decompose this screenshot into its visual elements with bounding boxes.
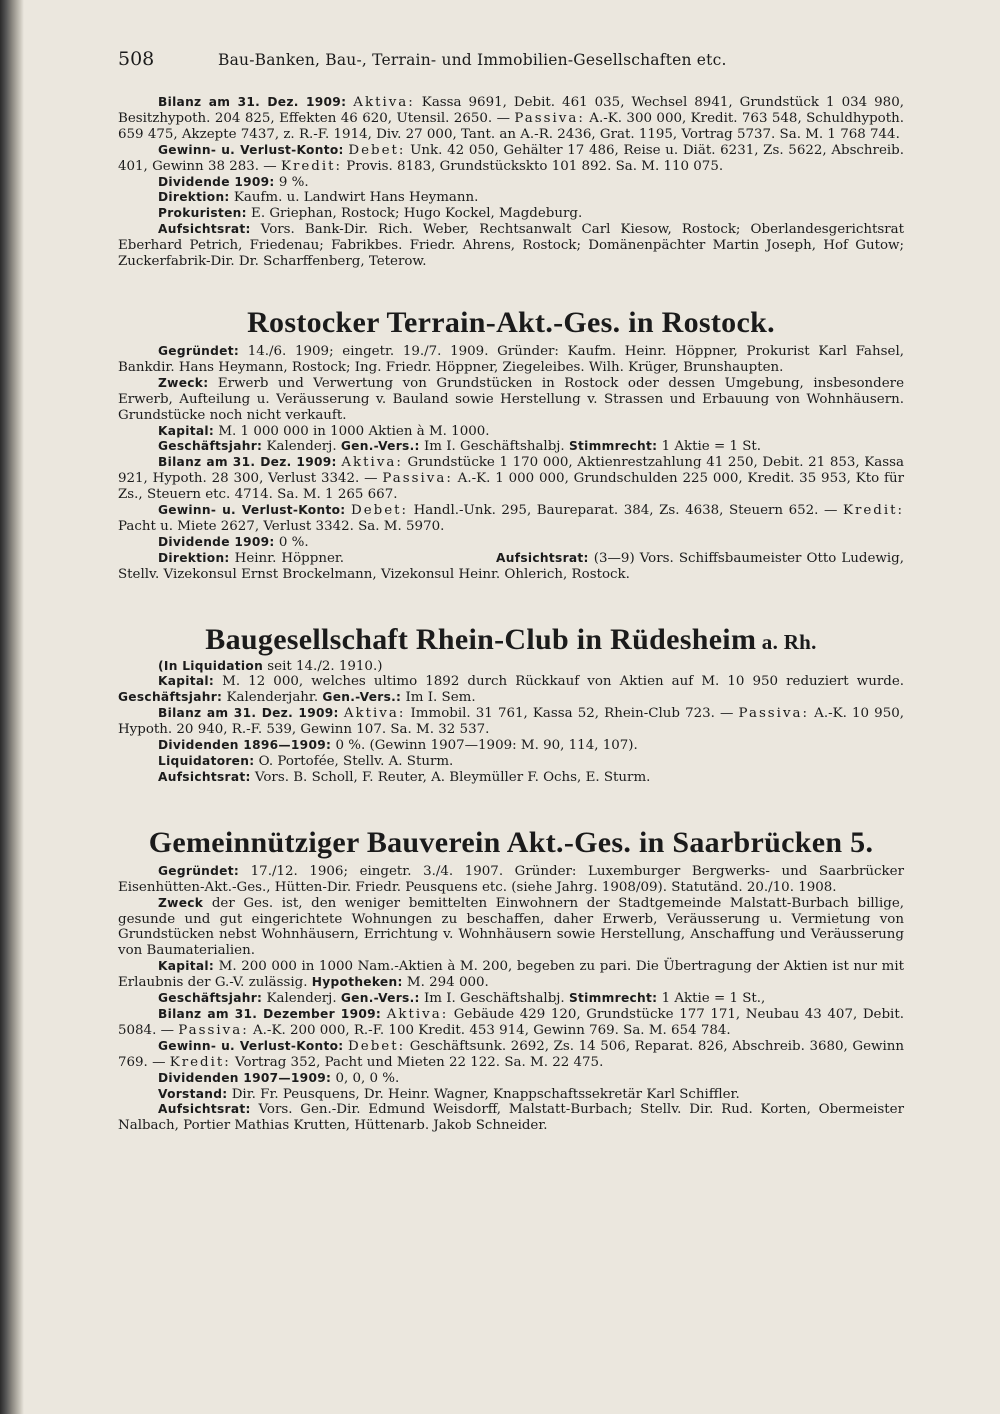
page-content bbox=[118, 95, 904, 1134]
label-gen-vers: Gen.-Vers.: bbox=[322, 690, 402, 705]
text-geschaeftsjahr: Kalenderj. bbox=[262, 991, 341, 1007]
text-kapital: M. 12 000, welches ultimo 1892 durch Rückkauf von Aktien auf M. 10 950 reduziert wurde. bbox=[214, 674, 904, 690]
text-aufsichtsrat: Vors. Gen.-Dir. Edmund Weisdorff, Malstatt-Burbach; Stellv. Dir. Rud. Korten, Obermeister Nalbach, Portier Mathias Krutten, Hüttenarb. Jakob Schneider. bbox=[118, 1102, 904, 1134]
label-debet: Debet: bbox=[348, 142, 406, 158]
text-direktion: Heinr. Höppner. bbox=[229, 550, 350, 566]
label-aktiva: Aktiva: bbox=[343, 706, 406, 722]
entry-gegruendet bbox=[118, 344, 904, 376]
text-dividende: 0 %. bbox=[274, 534, 309, 550]
text-gv-1: Geschäftsunk. 2692, Zs. 14 506, Reparat. 826, Abschreib. 3680, Gewinn 769. — bbox=[118, 1038, 905, 1070]
label-geschaeftsjahr: Geschäftsjahr: bbox=[158, 439, 263, 454]
label-aktiva: Aktiva: bbox=[353, 95, 415, 110]
entry-direktion bbox=[118, 551, 904, 583]
label-geschaeftsjahr: Geschäftsjahr: bbox=[118, 690, 223, 705]
label-kapital: Kapital: bbox=[158, 959, 215, 974]
company-title-rhein-club bbox=[118, 623, 904, 659]
label-stimmrecht: Stimmrecht: bbox=[568, 991, 658, 1006]
label-liquidatoren: Liquidatoren: bbox=[158, 754, 255, 768]
text-liquidatoren: O. Portofée, Stellv. A. Sturm. bbox=[254, 754, 454, 769]
text-dividenden: 0 %. (Gewinn 1907—1909: M. 90, 114, 107). bbox=[331, 738, 638, 754]
entry-kapital bbox=[118, 674, 904, 706]
page-number: 508 bbox=[118, 48, 155, 70]
label-zweck: Zweck: bbox=[158, 375, 209, 390]
label-kredit: Kredit: bbox=[169, 1054, 231, 1070]
text-liquidation: seit 14./2. 1910.) bbox=[263, 658, 383, 674]
text-gv-2: Provis. 8183, Grundstückskto 101 892. Sa. M. 110 075. bbox=[342, 158, 724, 174]
label-dividenden: Dividenden 1896—1909: bbox=[158, 738, 332, 753]
label-bilanz: Bilanz am 31. Dezember 1909: bbox=[158, 1006, 382, 1021]
title-location: a. Rh. bbox=[756, 629, 817, 654]
text-gen-vers: Im I. Sem. bbox=[401, 690, 476, 706]
label-gen-vers: Gen.-Vers.: bbox=[340, 991, 420, 1006]
label-debet: Debet: bbox=[348, 1038, 406, 1054]
company-title-saarbruecken: Gemeinnütziger Bauverein Akt.-Ges. in Saarbrücken 5. bbox=[148, 825, 874, 859]
entry-aufsichtsrat bbox=[118, 222, 904, 270]
running-head bbox=[118, 48, 908, 74]
text-gv-2: Pacht u. Miete 2627, Verlust 3342. Sa. M. 5970. bbox=[118, 518, 445, 534]
text-bilanz-2: A.-K. 1 000 000, Grundschulden 225 000, Kredit. 35 953, Kto für Zs., Steuern etc. 4714. Sa. M. 1 265 667. bbox=[118, 471, 904, 503]
text-bilanz-1: Immobil. 31 761, Kassa 52, Rhein-Club 723. — bbox=[405, 706, 739, 722]
label-stimmrecht: Stimmrecht: bbox=[568, 439, 658, 454]
label-gegruendet: Gegründet: bbox=[158, 343, 240, 358]
text-zweck: der Ges. ist, den weniger bemittelten Einwohnern der Stadtgemeinde Malstatt-Burbach billige, gesunde und gut eingerichtete Wohnungen zu beschaffen, daher Erwerb, Veräusserung u. Vermietung von Grundstücken nebst Wohnhäusern, Errichtung v. Wohnhäusern sowie Herstellung, Anschaffung und Veräusserung von Baumaterialien. bbox=[118, 895, 904, 959]
entry-gewinn-verlust bbox=[118, 503, 904, 535]
text-gen-vers: Im I. Geschäftshalbj. bbox=[419, 439, 569, 455]
text-bilanz-2: Kassa 9691, Debit. 461 035, Wechsel 8941, Grundstück 1 034 980, Besitzhypoth. 204 825, Effekten 46 620, Utensil. 2650. — bbox=[118, 95, 904, 126]
entry-kapital bbox=[118, 424, 904, 440]
text-stimmrecht: 1 Aktie = 1 St. bbox=[657, 439, 762, 455]
text-gen-vers: Im I. Geschäftshalbj. bbox=[419, 991, 569, 1007]
label-gewinn-verlust: Gewinn- u. Verlust-Konto: bbox=[158, 503, 346, 518]
label-kredit: Kredit: bbox=[842, 503, 905, 519]
text-aufsichtsrat: Vors. Bank-Dir. Rich. Weber, Rechtsanwalt Carl Kiesow, Rostock; Oberlandesgerichtsrat Eberhard Petrich, Friedenau; Fabrikbes. Friedr. Ahrens, Rostock; Domänenpächter Martin Joseph, Hof Gutow; Zuckerfabrik-Dir. Dr. Scharffenberg, Teterow. bbox=[118, 222, 904, 270]
entry-liquidatoren bbox=[118, 754, 904, 770]
label-bilanz: Bilanz am 31. Dez. 1909: bbox=[158, 706, 339, 721]
entry-aufsichtsrat bbox=[118, 770, 904, 786]
entry-geschaeftsjahr bbox=[118, 439, 904, 455]
label-liquidation: (In Liquidation bbox=[158, 658, 264, 673]
text-gv-1: Handl.-Unk. 295, Baureparat. 384, Zs. 4638, Steuern 652. — bbox=[408, 503, 843, 519]
entry-gewinn-verlust bbox=[118, 1039, 904, 1071]
label-dividende: Dividende 1909: bbox=[158, 534, 275, 549]
text-vorstand: Dir. Fr. Peusquens, Dr. Heinr. Wagner, Knappschaftssekretär Karl Schiffler. bbox=[227, 1086, 740, 1102]
text-bilanz-1: Gebäude 429 120, Grundstücke 177 171, Neubau 43 407, Debit. 5084. — bbox=[118, 1006, 904, 1038]
label-bilanz: Bilanz am 31. Dez. 1909: bbox=[158, 95, 347, 109]
label-direktion: Direktion: bbox=[158, 550, 230, 565]
entry-kapital bbox=[118, 959, 904, 991]
text-geschaeftsjahr: Kalenderjahr. bbox=[222, 690, 323, 706]
label-bilanz: Bilanz am 31. Dez. 1909: bbox=[158, 455, 337, 470]
text-aufsichtsrat: (3—9) Vors. Schiffsbaumeister Otto Ludewig, Stellv. Vizekonsul Ernst Brockelmann, Vizekonsul Heinr. Ohlerich, Rostock. bbox=[118, 550, 904, 582]
entry-bilanz bbox=[118, 95, 904, 143]
label-gewinn-verlust: Gewinn- u. Verlust-Konto: bbox=[158, 142, 344, 157]
entry-bilanz bbox=[118, 1007, 904, 1039]
label-gegruendet: Gegründet: bbox=[158, 863, 240, 878]
running-title: Bau-Banken, Bau-, Terrain- und Immobilien-Gesellschaften etc. bbox=[218, 51, 727, 69]
entry-gegruendet bbox=[118, 864, 904, 896]
text-kapital: M. 200 000 in 1000 Nam.-Aktien à M. 200, begeben zu pari. Die Übertragung der Aktien ist nur mit Erlaubnis der G.-V. zulässig. bbox=[118, 959, 904, 991]
label-aufsichtsrat: Aufsichtsrat: bbox=[496, 550, 589, 565]
text-dividende: 9 %. bbox=[274, 174, 309, 190]
entry-geschaeftsjahr bbox=[118, 991, 904, 1007]
entry-dividende bbox=[118, 535, 904, 551]
label-direktion: Direktion: bbox=[158, 190, 230, 205]
label-passiva: Passiva: bbox=[738, 706, 810, 722]
entry-bilanz bbox=[118, 706, 904, 738]
label-prokuristen: Prokuristen: bbox=[158, 206, 247, 221]
entry-bilanz bbox=[118, 455, 904, 503]
text-dividenden: 0, 0, 0 %. bbox=[331, 1070, 400, 1086]
entry-vorstand bbox=[118, 1087, 904, 1103]
label-kapital: Kapital: bbox=[158, 674, 215, 689]
text-bilanz-3: A.-K. 300 000, Kredit. 763 548, Schuldhypoth. 659 475, Akzepte 7437, z. R.-F. 1914, Div. 27 000, Tant. an A.-R. 2436, Grat. 1195, Vortrag 5737. Sa. M. 1 768 744. bbox=[118, 110, 904, 142]
text-hypotheken: M. 294 000. bbox=[402, 975, 489, 991]
label-gewinn-verlust: Gewinn- u. Verlust-Konto: bbox=[158, 1038, 344, 1053]
entry-aufsichtsrat bbox=[118, 1102, 904, 1134]
entry-zweck bbox=[118, 896, 904, 960]
label-aufsichtsrat: Aufsichtsrat: bbox=[158, 222, 251, 237]
text-direktion: Kaufm. u. Landwirt Hans Heymann. bbox=[229, 190, 479, 206]
label-vorstand: Vorstand: bbox=[158, 1086, 228, 1101]
entry-dividenden bbox=[118, 738, 904, 754]
label-debet: Debet: bbox=[351, 503, 409, 519]
label-passiva: Passiva: bbox=[382, 471, 453, 487]
label-aktiva: Aktiva: bbox=[386, 1006, 449, 1022]
liquidation-note bbox=[118, 659, 904, 675]
text-stimmrecht: 1 Aktie = 1 St., bbox=[657, 991, 766, 1007]
entry-prokuristen bbox=[118, 206, 904, 222]
text-gv-1: Unk. 42 050, Gehälter 17 486, Reise u. Diät. 6231, Zs. 5622, Abschreib. 401, Gewinn 38 283. — bbox=[118, 142, 904, 174]
text-kapital: M. 1 000 000 in 1000 Aktien à M. 1000. bbox=[214, 423, 490, 439]
label-dividenden: Dividenden 1907—1909: bbox=[158, 1070, 332, 1085]
text-gv-2: Vortrag 352, Pacht und Mieten 22 122. Sa. M. 22 475. bbox=[230, 1054, 604, 1070]
label-geschaeftsjahr: Geschäftsjahr: bbox=[158, 991, 263, 1006]
label-aufsichtsrat: Aufsichtsrat: bbox=[158, 769, 251, 784]
entry-dividende bbox=[118, 175, 904, 191]
label-gen-vers: Gen.-Vers.: bbox=[340, 439, 420, 454]
entry-gewinn-verlust bbox=[118, 143, 904, 175]
label-passiva: Passiva: bbox=[178, 1022, 249, 1038]
label-aufsichtsrat: Aufsichtsrat: bbox=[158, 1102, 251, 1117]
text-gegruendet: 14./6. 1909; eingetr. 19./7. 1909. Gründer: Kaufm. Heinr. Höppner, Prokurist Karl Fahsel, Bankdir. Hans Heymann, Rostock; Ing. Friedr. Höppner, Ziegeleibes. Wilh. Krüger, Brunshaupten. bbox=[118, 343, 904, 375]
page-binding-shadow bbox=[0, 0, 24, 1414]
label-zweck: Zweck bbox=[158, 895, 204, 910]
text-bilanz-2: A.-K. 10 950, Hypoth. 20 940, R.-F. 539, Gewinn 107. Sa. M. 32 537. bbox=[118, 706, 904, 738]
text-prokuristen: E. Griephan, Rostock; Hugo Kockel, Magdeburg. bbox=[246, 206, 583, 222]
label-aktiva: Aktiva: bbox=[341, 455, 403, 471]
entry-zweck bbox=[118, 376, 904, 424]
label-hypotheken: Hypotheken: bbox=[311, 975, 403, 990]
text-zweck: Erwerb und Verwertung von Grundstücken in Rostock oder dessen Umgebung, insbesondere Erwerb, Aufteilung u. Veräusserung v. Bauland sowie Herstellung v. Strassen und Erbauung von Wohnhäusern. Grundstücke noch nicht verkauft. bbox=[118, 375, 904, 423]
text-bilanz-1: Grundstücke 1 170 000, Aktienrestzahlung 41 250, Debit. 21 853, Kassa 921, Hypoth. 28 300, Verlust 3342. — bbox=[118, 455, 904, 487]
text-aufsichtsrat: Vors. B. Scholl, F. Reuter, A. Bleymüller F. Ochs, E. Sturm. bbox=[250, 769, 651, 785]
label-kapital: Kapital: bbox=[158, 423, 215, 438]
entry-direktion bbox=[118, 190, 904, 206]
text-bilanz-2: A.-K. 200 000, R.-F. 100 Kredit. 453 914, Gewinn 769. Sa. M. 654 784. bbox=[248, 1022, 731, 1038]
company-title-rostocker: Rostocker Terrain-Akt.-Ges. in Rostock. bbox=[247, 305, 775, 339]
entry-dividenden bbox=[118, 1071, 904, 1087]
text-geschaeftsjahr: Kalenderj. bbox=[262, 439, 341, 455]
label-dividende: Dividende 1909: bbox=[158, 174, 275, 189]
label-kredit: Kredit: bbox=[280, 158, 343, 174]
text-gegruendet: 17./12. 1906; eingetr. 3./4. 1907. Gründer: Luxemburger Bergwerks- und Saarbrücker Eisenhütten-Akt.-Ges., Hütten-Dir. Friedr. Peusquens etc. (siehe Jahrg. 1908/09). Statutänd. 20./10. 1908. bbox=[118, 863, 904, 895]
label-passiva: Passiva: bbox=[514, 110, 585, 126]
title-main: Baugesellschaft Rhein-Club in Rüdesheim bbox=[205, 622, 757, 656]
